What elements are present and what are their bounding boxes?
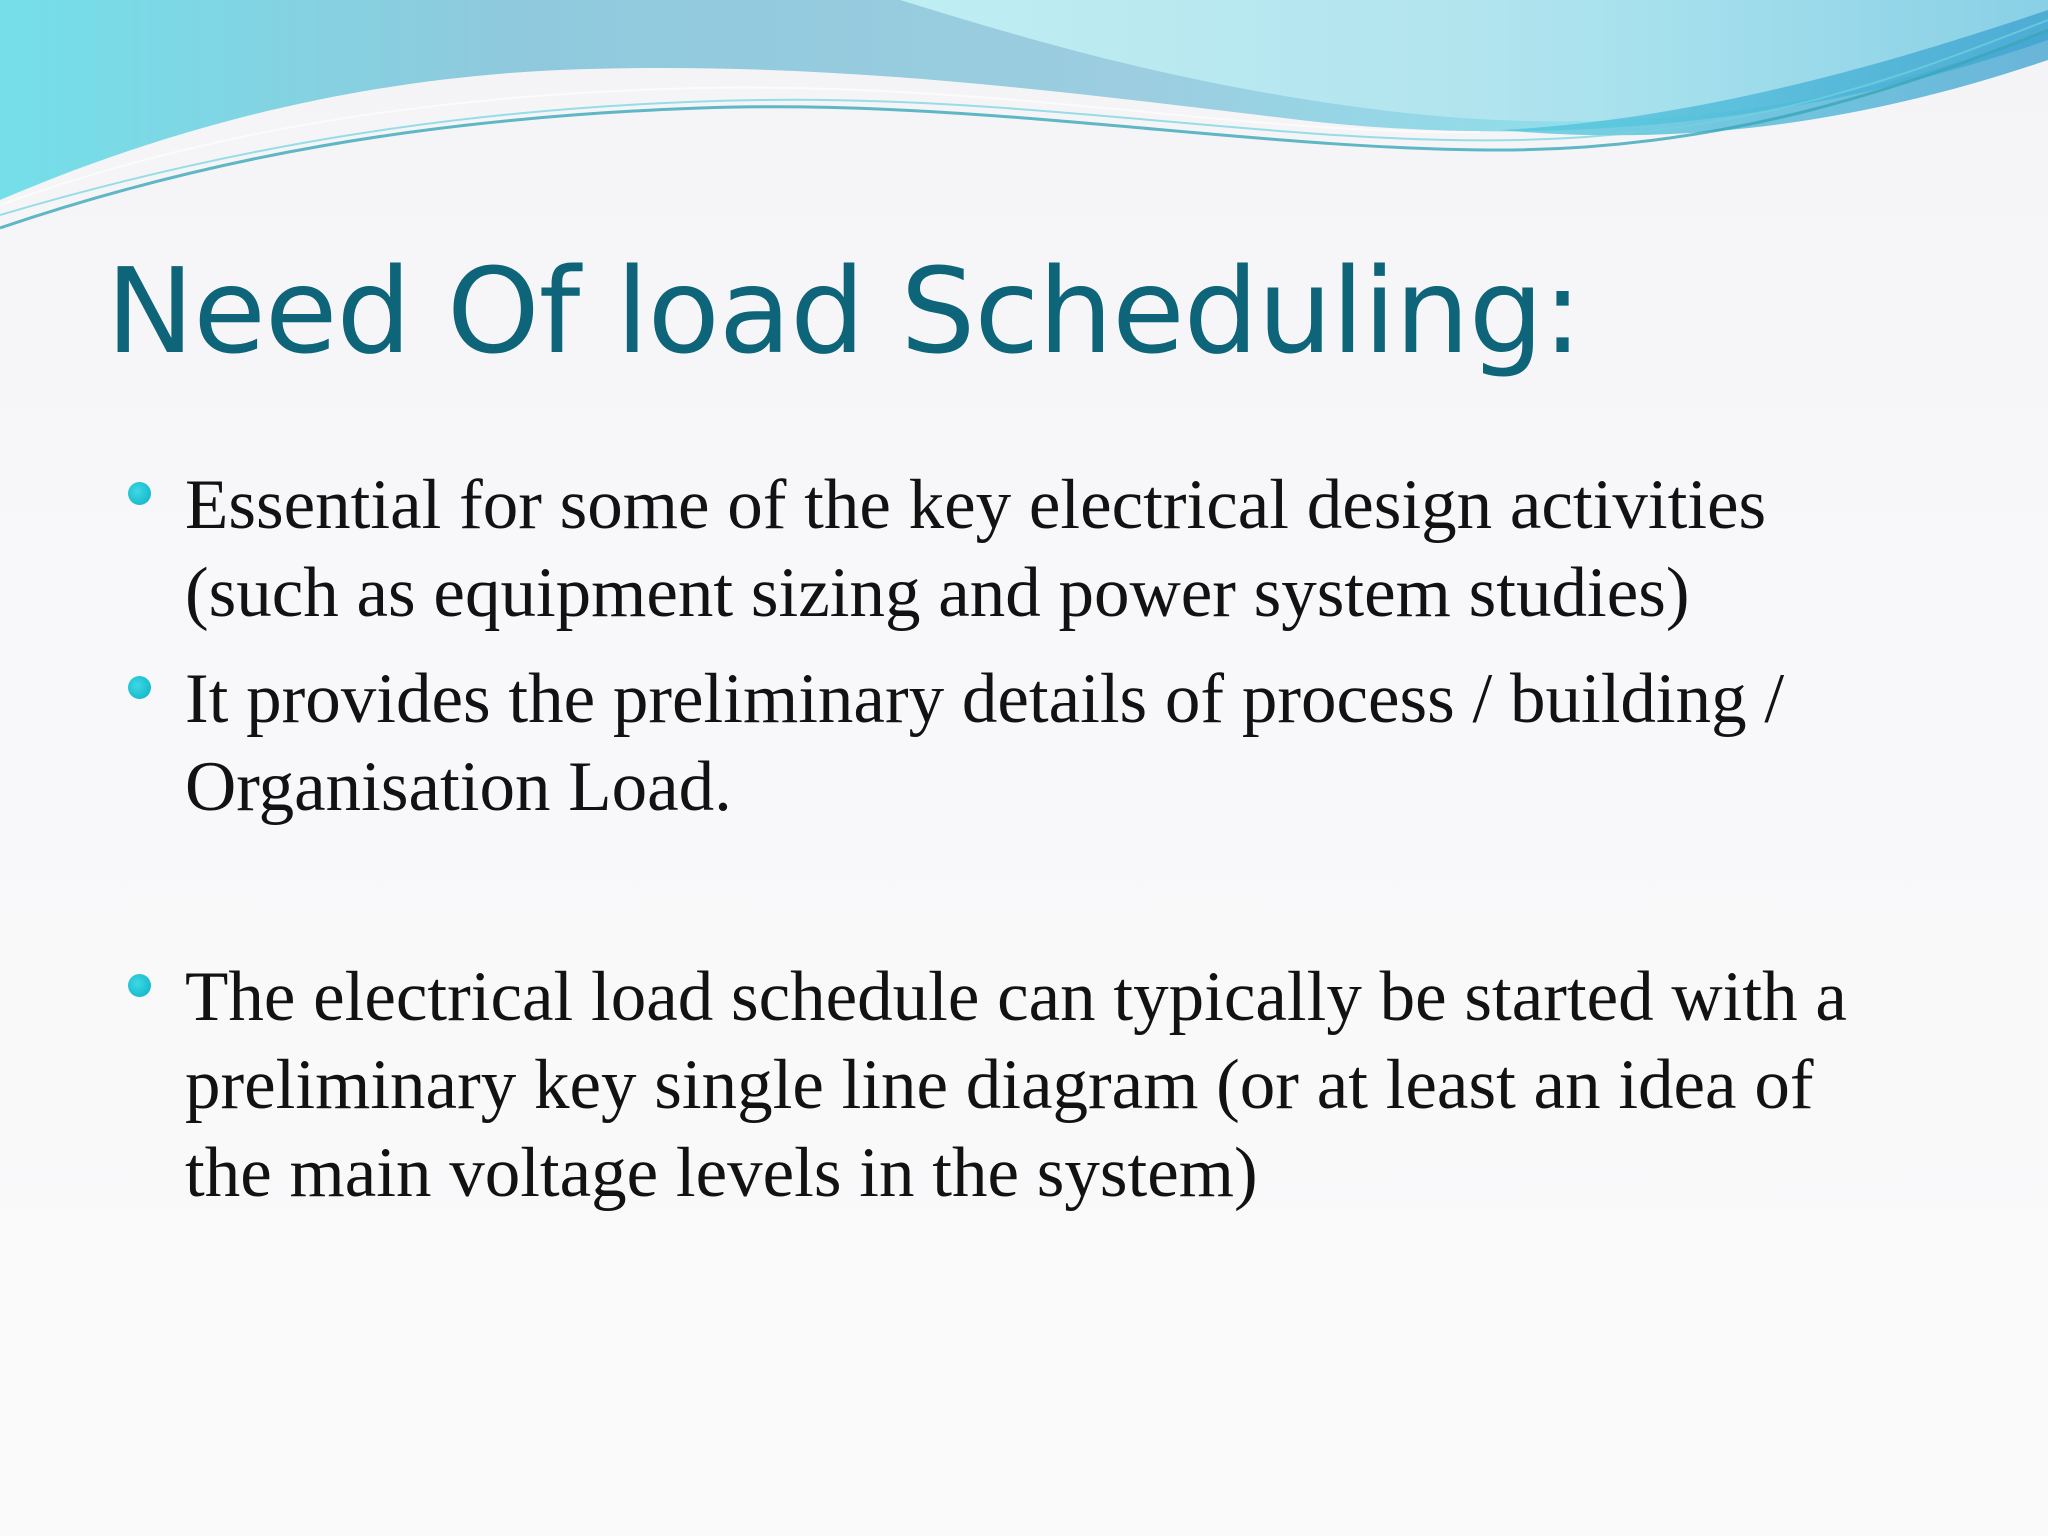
slide-title: Need Of load Scheduling: (106, 242, 1582, 380)
bullet-dot-icon (128, 676, 151, 699)
bullet-dot-icon (128, 482, 151, 505)
bullet-dot-icon (128, 974, 151, 997)
bullet-text: It provides the preliminary details of process / building / Organisation Load. (185, 660, 1785, 826)
bullet-text: The electrical load schedule can typically be started with a preliminary key single line diagram (or at least an idea of the main voltage levels in the system) (185, 958, 1847, 1212)
bullet-text: Essential for some of the key electrical design activities (such as equipment sizing and power system studies) (185, 466, 1767, 632)
